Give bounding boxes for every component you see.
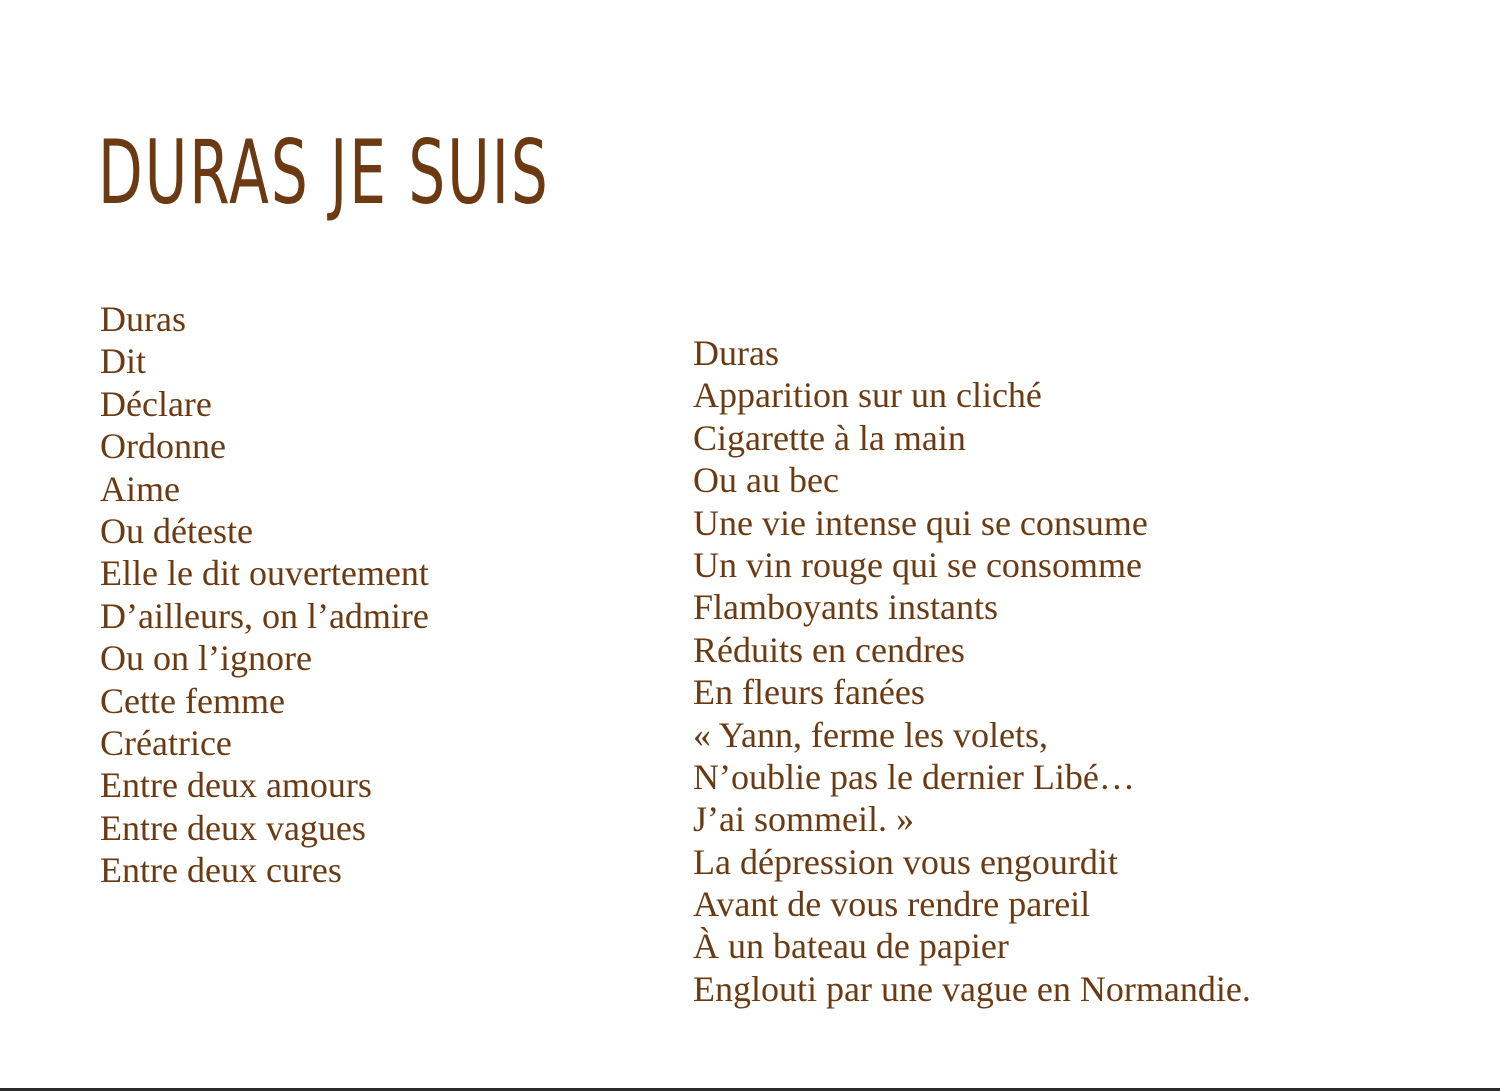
poem-line: Dit <box>100 341 147 382</box>
poem-line: Déclare <box>100 383 212 424</box>
poem-line: Ou déteste <box>100 510 253 551</box>
poem-line: À un bateau de papier <box>693 926 1009 967</box>
poem-line: Apparition sur un cliché <box>693 375 1042 416</box>
poem-left-column <box>100 298 429 891</box>
poem-right-column <box>693 332 1251 1010</box>
poem-line: Entre deux amours <box>100 765 372 806</box>
poem-line: Une vie intense qui se consume <box>693 502 1148 543</box>
poem-line: Aime <box>100 468 180 509</box>
poem-line: Duras <box>693 333 779 373</box>
poem-line: En fleurs fanées <box>693 672 925 713</box>
poem-line: Cigarette à la main <box>693 417 966 458</box>
poem-line: La dépression vous engourdit <box>693 841 1118 882</box>
poem-line: Englouti par une vague en Normandie. <box>693 968 1251 1009</box>
poem-line: Ordonne <box>100 426 226 467</box>
poem-line: J’ai sommeil. » <box>693 799 914 840</box>
poem-title: DURAS JE SUIS <box>98 121 550 224</box>
poem-line: Entre deux cures <box>100 850 342 891</box>
poem-line: D’ailleurs, on l’admire <box>100 595 429 636</box>
poem-line: Duras <box>100 299 186 339</box>
poem-line: Ou au bec <box>693 460 839 501</box>
poem-line: Elle le dit ouvertement <box>100 553 429 594</box>
poem-line: Créatrice <box>100 722 232 763</box>
poem-line: N’oublie pas le dernier Libé… <box>693 756 1135 797</box>
poem-line: Flamboyants instants <box>693 587 998 628</box>
poem-line: Un vin rouge qui se consomme <box>693 544 1142 585</box>
poem-line: Avant de vous rendre pareil <box>693 884 1091 925</box>
poem-line: Ou on l’ignore <box>100 638 312 679</box>
poem-line: Réduits en cendres <box>693 629 965 670</box>
poem-line: Entre deux vagues <box>100 807 366 848</box>
poem-line: Cette femme <box>100 680 285 721</box>
poem-line: « Yann, ferme les volets, <box>693 714 1048 755</box>
